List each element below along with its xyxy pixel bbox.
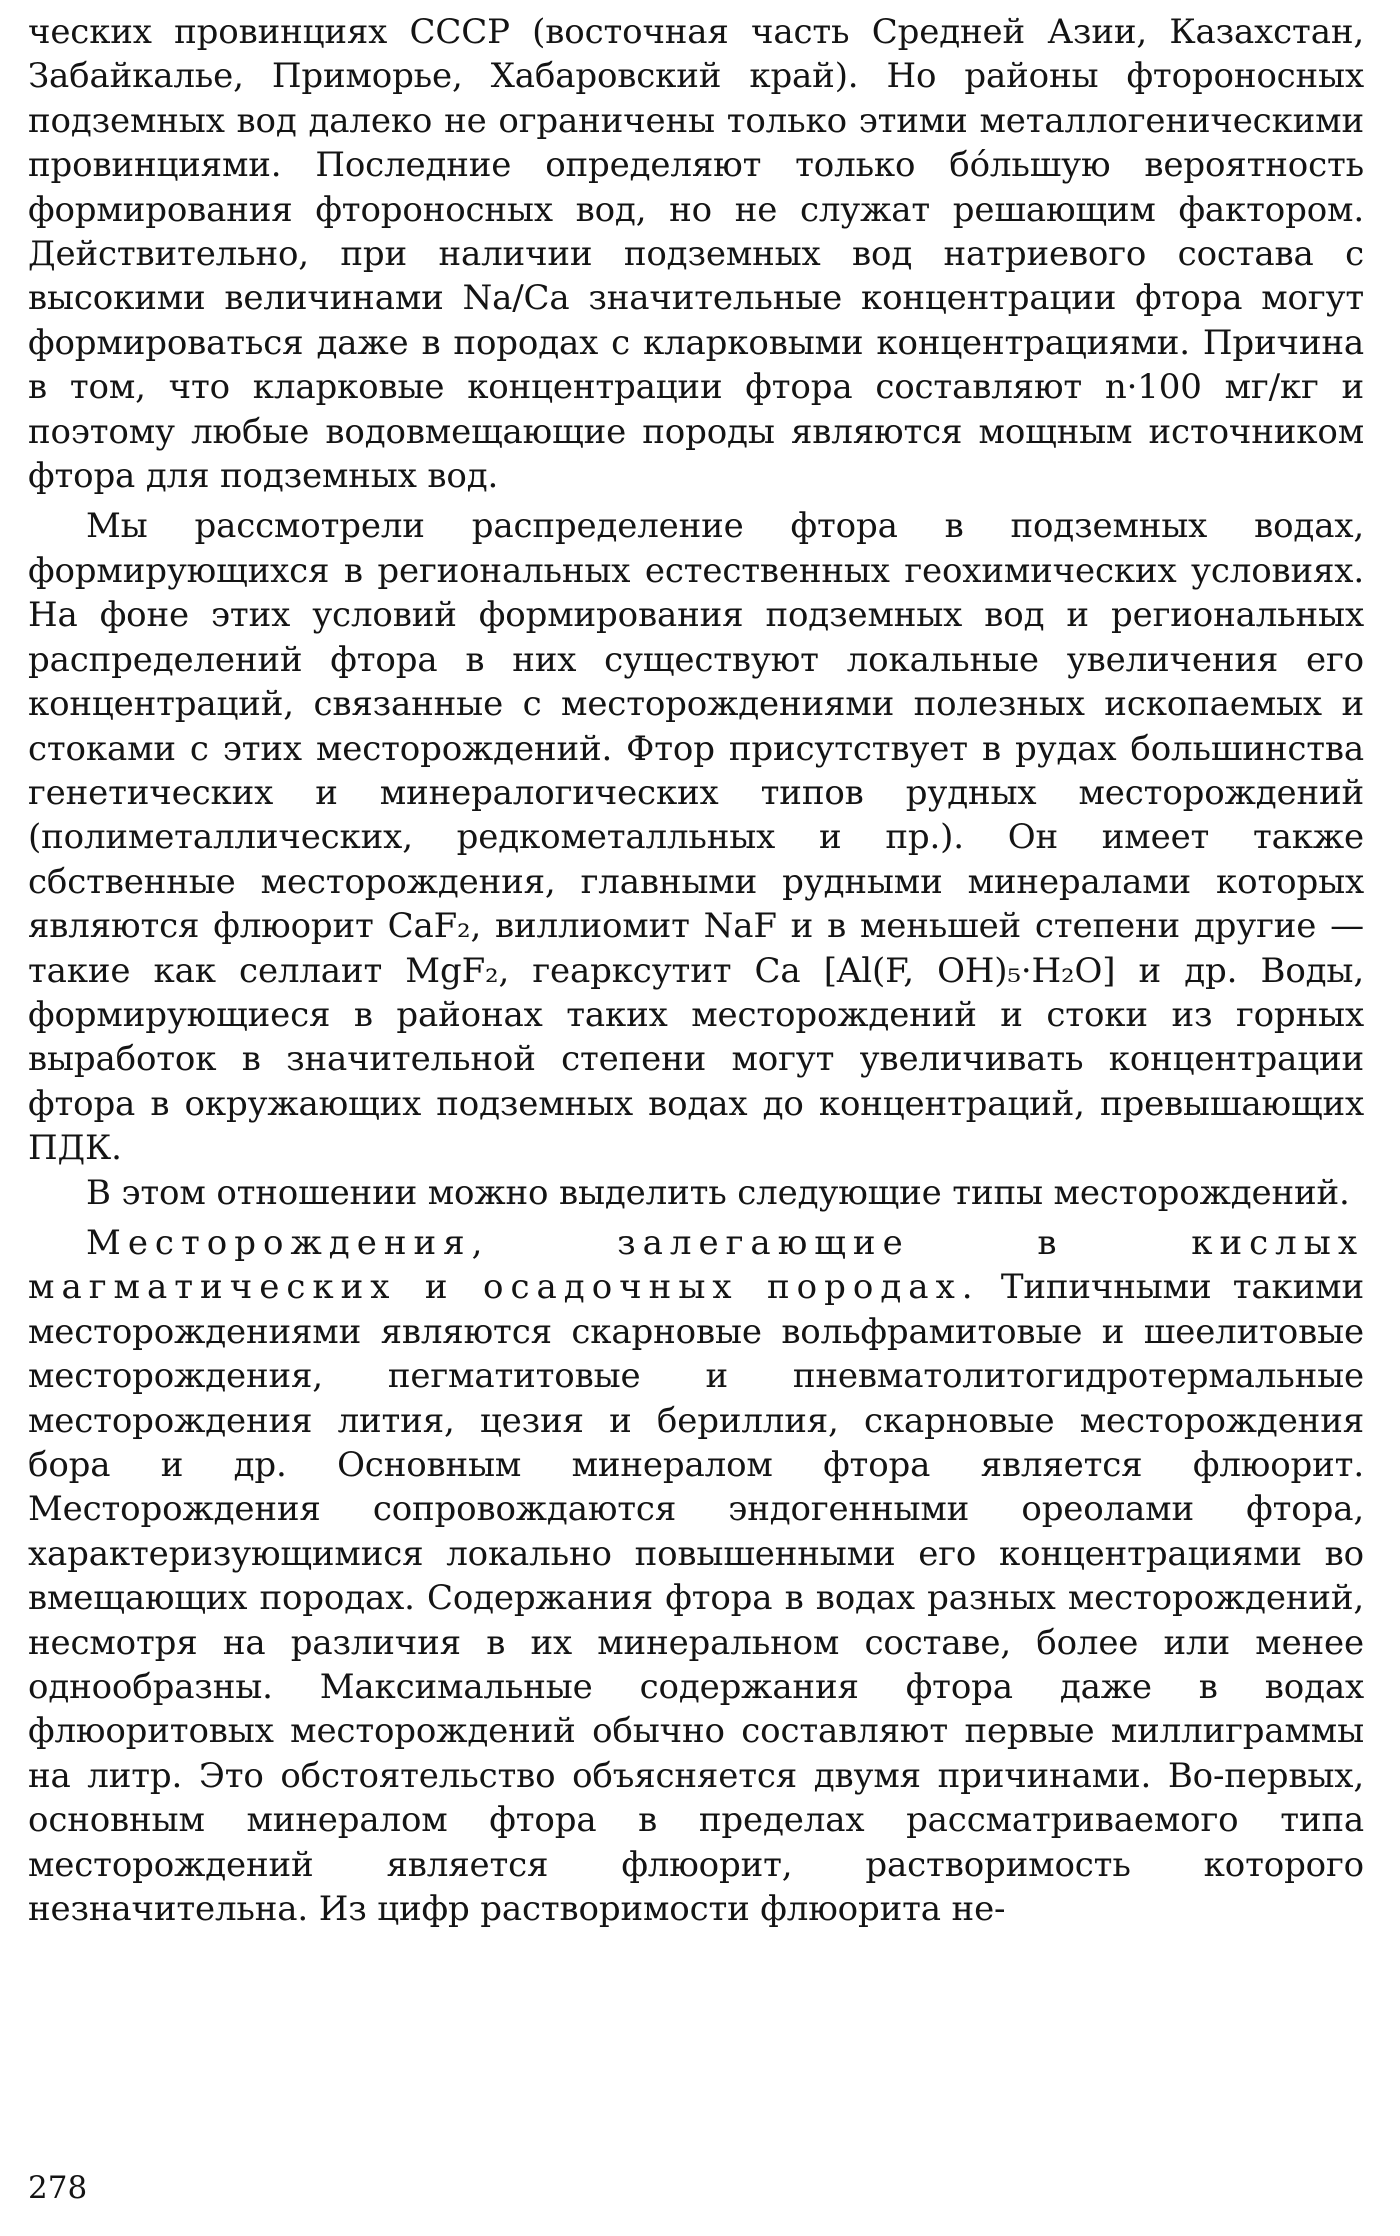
paragraph-fluorine-distribution: Мы рассмотрели распределение фтора в подземных водах, формирующихся в региональных естественных геохимических условиях. На фоне этих условий формирования подземных вод и региональных распределений фтора в них существуют локальные увеличения его концентраций, связанные с месторождениями полезных ископаемых и стоками с этих месторождений. Фтор присутствует в рудах большинства генетических и минералогических типов рудных месторождений (полиметаллических, редкометалльных и пр.). Он имеет также сбственные месторождения, главными рудными минералами которых являются флюорит CaF₂, виллиомит NaF и в меньшей степени другие — такие как селлаит MgF₂, геарксутит Ca [Al(F, OH)₅·H₂O] и др. Воды, формирующиеся в районах таких месторождений и стоки из горных выработок в значительной степени могут увеличивать концентрации фтора в окружающих подземных водах до концентраций, превышающих ПДК. [28,506,1364,1169]
paragraph-continuation: ческих провинциях СССР (восточная часть Средней Азии, Казахстан, Забайкалье, Приморье, Хабаровский край). Но районы фтороносных подземных вод далеко не ограничены только этими металлогеническими провинциями. Последние определяют только бóльшую вероятность формирования фтороносных вод, но не служат решающим фактором. Действительно, при наличии подземных вод натриевого состава с высокими величинами Na/Ca значительные концентрации фтора могут формироваться даже в породах с кларковыми концентрациями. Причина в том, что кларковые концентрации фтора составляют n·100 мг/кг и поэтому любые водовмещающие породы являются мощным источником фтора для подземных вод. [28,12,1364,497]
page-number: 278 [28,2170,88,2206]
page-text-column [28,10,1364,1931]
section-body: Типичными такими месторождениями являются скарновые вольфрамитовые и шеелитовые месторождения, пегматитовые и пневматолитогидротермальные месторождения лития, цезия и бериллия, скарновые месторождения бора и др. Основным минералом фтора является флюорит. Месторождения сопровождаются эндогенными ореолами фтора, характеризующимися локально повышенными его концентрациями во вмещающих породах. Содержания фтора в водах разных месторождений, несмотря на различия в их минеральном составе, более или менее однообразны. Максимальные содержания фтора даже в водах флюоритовых месторождений обычно составляют первые миллиграммы на литр. Это обстоятельство объясняется двумя причинами. Во-первых, основным минералом фтора в пределах рассматриваемого типа месторождений является флюорит, растворимость которого незначительна. Из цифр растворимости флюорита не- [28,1267,1364,1930]
section-heading: Месторождения, залегающие в кислых магматических и осадочных породах. [28,1222,1364,1308]
section-paragraph-acidic-rocks [28,1221,1364,1932]
paragraph-deposit-types-intro: В этом отношении можно выделить следующие типы месторождений. [86,1172,1350,1213]
